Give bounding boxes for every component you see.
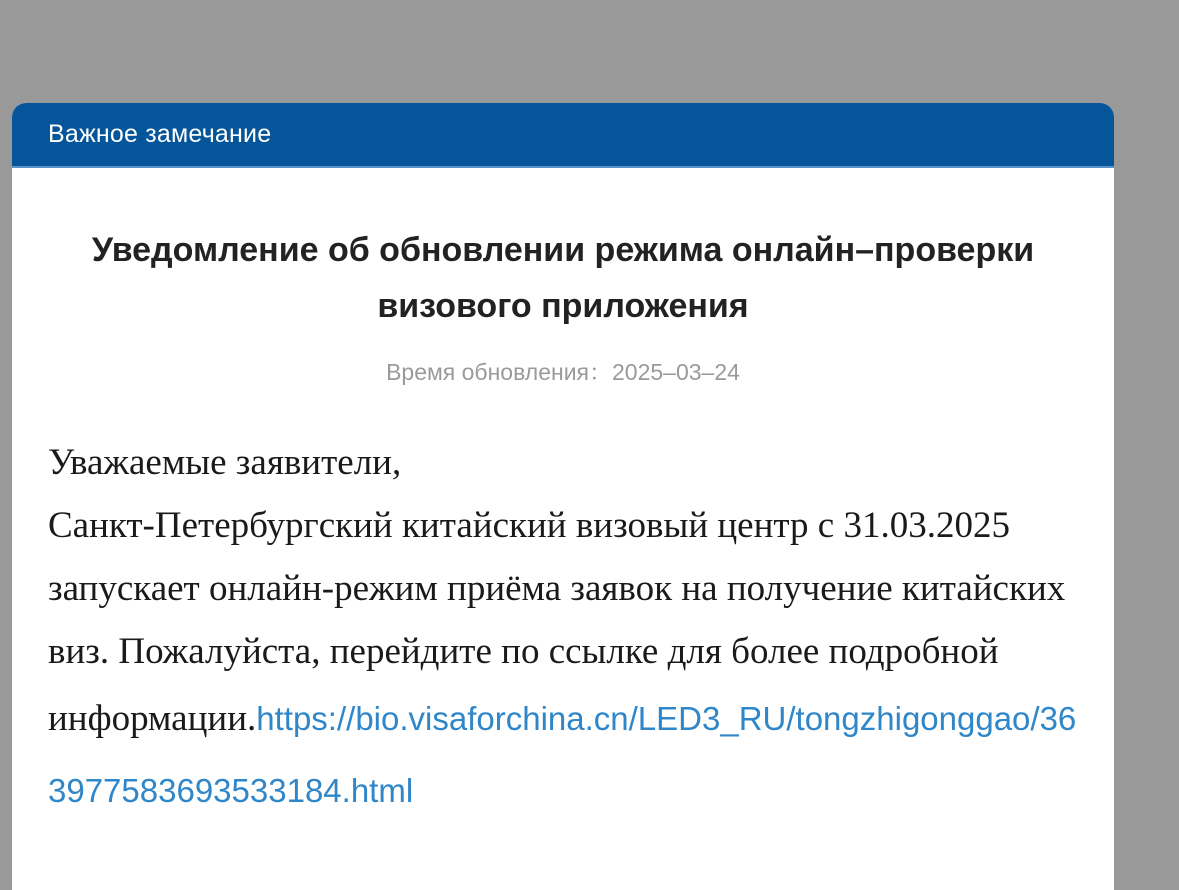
notice-title: Уведомление об обновлении режима онлайн–проверки визового приложения: [91, 231, 1035, 325]
update-time-label: Время обновления：: [386, 359, 613, 385]
update-time-value: 2025–03–24: [612, 359, 740, 385]
body-paragraph: [48, 494, 1078, 827]
update-time: [12, 354, 1114, 387]
important-notice-dialog: [12, 103, 1114, 890]
details-link[interactable]: https://bio.visaforchina.cn/LED3_RU/tongzhigonggao/363977583693533184.html: [48, 700, 1077, 809]
greeting: Уважаемые заявители,: [48, 442, 402, 483]
body-text: Санкт-Петербургский китайский визовый центр с 31.03.2025 запускает онлайн-режим приёма заявок на получение китайских виз. Пожалуйста, перейдите по ссылке для более подробной информации.: [48, 505, 1066, 739]
notice-body: [48, 431, 1078, 827]
dialog-header: [12, 103, 1114, 168]
dialog-title: Важное замечание: [48, 120, 272, 148]
